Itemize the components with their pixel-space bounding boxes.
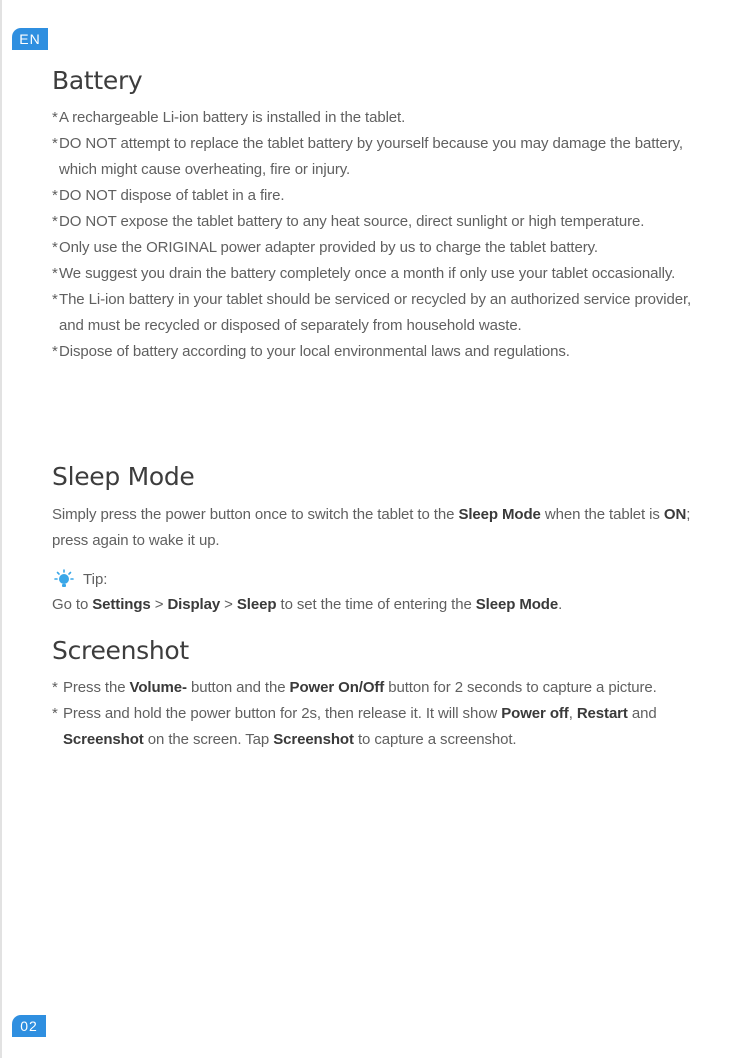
- list-item: *DO NOT expose the tablet battery to any heat source, direct sunlight or high temperature.: [52, 213, 645, 230]
- list-item: * Press the Volume- button and the Power On/Off button for 2 seconds to capture a picture.: [52, 679, 657, 696]
- screenshot-list: [52, 675, 692, 753]
- list-item: *The Li-ion battery in your tablet should be serviced or recycled by an authorized service provider, and must be recycled or disposed of separately from household waste.: [52, 291, 692, 334]
- page-edge-rule: [0, 0, 2, 1058]
- list-item: *DO NOT dispose of tablet in a fire.: [52, 187, 285, 204]
- lightbulb-icon: [54, 569, 74, 589]
- list-item: *We suggest you drain the battery completely once a month if only use your tablet occasionally.: [52, 265, 676, 282]
- battery-list: [52, 105, 692, 365]
- language-tab: EN: [12, 28, 48, 50]
- list-item: *DO NOT attempt to replace the tablet battery by yourself because you may damage the battery, which might cause overheating, fire or injury.: [52, 135, 683, 178]
- list-item: *Only use the ORIGINAL power adapter provided by us to charge the tablet battery.: [52, 239, 598, 256]
- screenshot-heading: Screenshot: [52, 636, 189, 665]
- list-item: *A rechargeable Li-ion battery is installed in the tablet.: [52, 109, 406, 126]
- list-item: *Dispose of battery according to your local environmental laws and regulations.: [52, 343, 570, 360]
- list-item: * Press and hold the power button for 2s, then release it. It will show Power off, Restart and Screenshot on the screen. Tap Screenshot to capture a screenshot.: [52, 705, 657, 748]
- sleep-mode-paragraph: Simply press the power button once to switch the tablet to the Sleep Mode when the tablet is ON; press again to wake it up.: [52, 506, 691, 549]
- tip-row: [54, 566, 107, 592]
- tip-label: Tip:: [83, 570, 108, 588]
- battery-heading: Battery: [52, 66, 143, 95]
- tip-text: Go to Settings > Display > Sleep to set the time of entering the Sleep Mode.: [52, 596, 563, 613]
- page-number-tab: 02: [12, 1015, 46, 1037]
- sleep-mode-heading: Sleep Mode: [52, 462, 195, 491]
